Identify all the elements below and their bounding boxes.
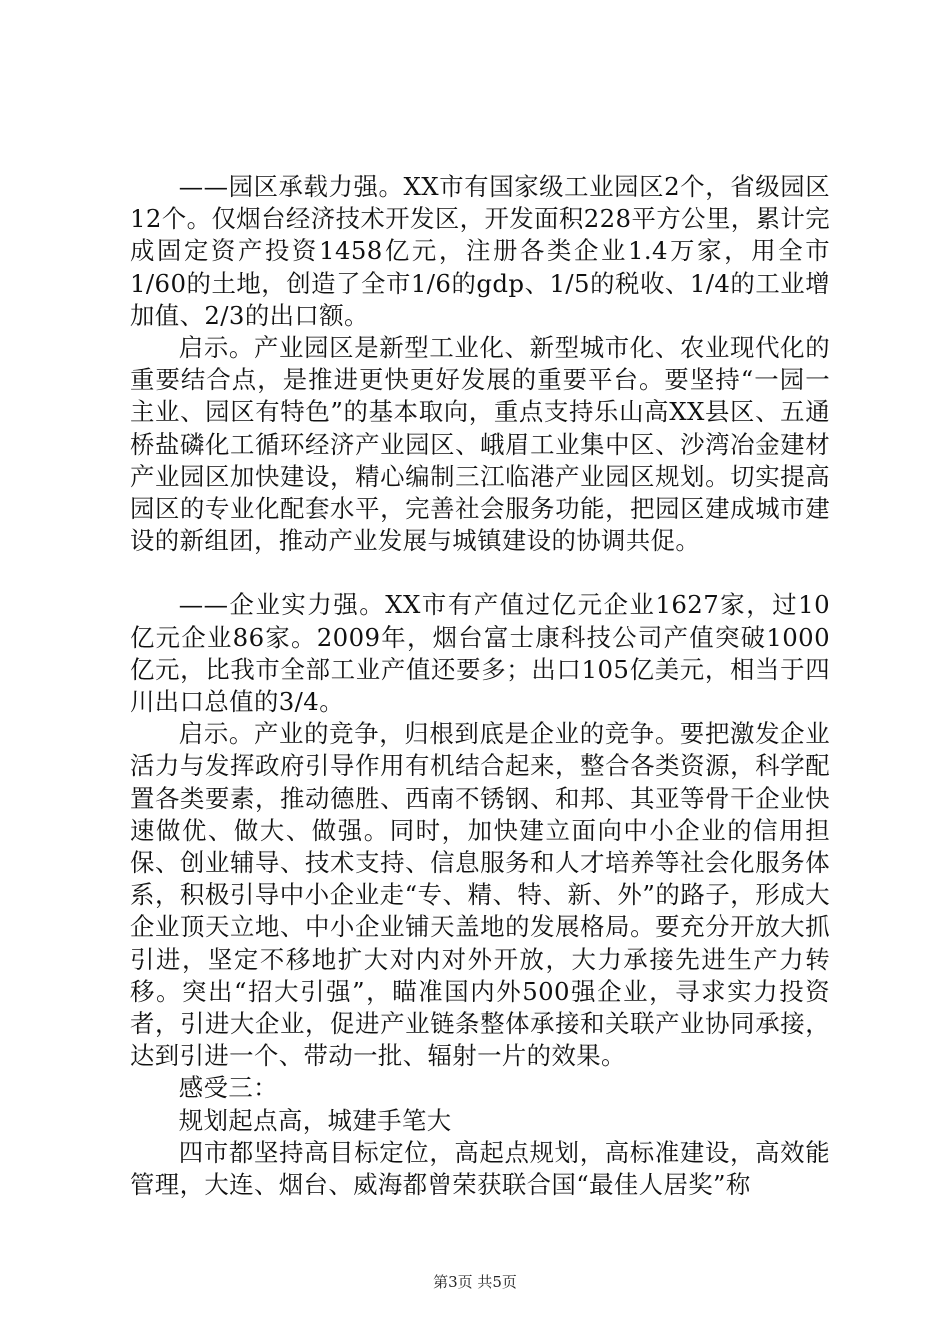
section-label: 感受三： xyxy=(178,1073,278,1103)
paragraph-spacer xyxy=(130,557,830,589)
page-footer: 第3页 共5页 xyxy=(433,1273,517,1291)
paragraph-planning: 四市都坚持高目标定位，高起点规划，高标准建设，高效能管理，大连、烟台、威海都曾荣获联合国“最佳人居奖”称 xyxy=(130,1137,830,1200)
paragraph-enterprise-strength: ——企业实力强。XX市有产值过亿元企业1627家，过10亿元企业86家。2009年，烟台富士康科技公司产值突破1000亿元，比我市全部工业产值还要多；出口105亿美元，相当于四川出口总值的3/4。 xyxy=(130,590,830,717)
paragraph-park-capacity: ——园区承载力强。XX市有国家级工业园区2个，省级园区12个。仅烟台经济技术开发区，开发面积228平方公里，累计完成固定资产投资1458亿元，注册各类企业1.4万家，用全市1/60的土地，创造了全市1/6的gdp、1/5的税收、1/4的工业增加值、2/3的出口额。 xyxy=(130,172,830,330)
paragraph-enterprise-insight: 启示。产业的竞争，归根到底是企业的竞争。要把激发企业活力与发挥政府引导作用有机结合起来，整合各类资源，科学配置各类要素，推动德胜、西南不锈钢、和邦、其亚等骨干企业快速做优、做大、做强。同时，加快建立面向中小企业的信用担保、创业辅导、技术支持、信息服务和人才培养等社会化服务体系，积极引导中小企业走“专、精、特、新、外”的路子，形成大企业顶天立地、中小企业铺天盖地的发展格局。要充分开放大抓引进，坚定不移地扩大对内对外开放，大力承接先进生产力转移。突出“招大引强”，瞄准国内外500强企业，寻求实力投资者，引进大企业，促进产业链条整体承接和关联产业协同承接，达到引进一个、带动一批、辐射一片的效果。 xyxy=(130,719,830,1071)
document-body xyxy=(130,171,830,1201)
paragraph-park-insight: 启示。产业园区是新型工业化、新型城市化、农业现代化的重要结合点，是推进更快更好发展的重要平台。要坚持“一园一主业、园区有特色”的基本取向，重点支持乐山高XX县区、五通桥盐磷化工循环经济产业园区、峨眉工业集中区、沙湾冶金建材产业园区加快建设，精心编制三江临港产业园区规划。切实提高园区的专业化配套水平，完善社会服务功能，把园区建成城市建设的新组团，推动产业发展与城镇建设的协调共促。 xyxy=(130,333,830,556)
section-heading: 规划起点高，城建手笔大 xyxy=(178,1105,452,1135)
